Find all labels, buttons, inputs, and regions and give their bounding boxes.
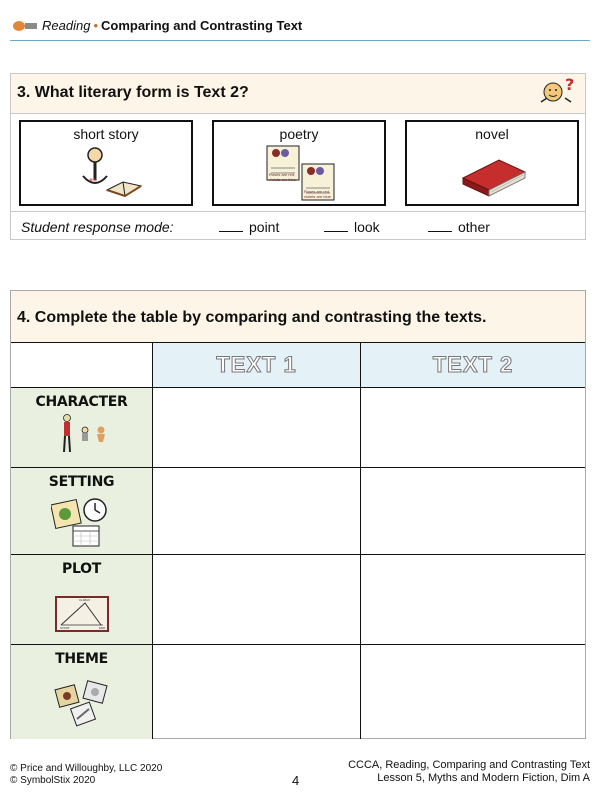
row-label: PLOT bbox=[62, 561, 101, 577]
header-separator: • bbox=[93, 18, 98, 33]
response-blank[interactable] bbox=[428, 219, 452, 232]
option-label: short story bbox=[73, 126, 139, 142]
column-header-text-2: TEXT 2 bbox=[361, 343, 585, 388]
character-text-2-cell[interactable] bbox=[361, 388, 585, 468]
plot-label-start: START bbox=[60, 626, 70, 630]
red-book-icon bbox=[459, 150, 529, 200]
header-subject: Reading bbox=[42, 18, 91, 33]
option-label: novel bbox=[475, 126, 509, 142]
question-4-panel bbox=[10, 290, 586, 739]
response-mode-label: Student response mode: bbox=[21, 219, 174, 235]
response-blank[interactable] bbox=[324, 219, 348, 232]
row-header-plot bbox=[11, 555, 153, 645]
row-header-theme bbox=[11, 645, 153, 739]
characters-icon bbox=[57, 414, 111, 456]
plot-text-2-cell[interactable] bbox=[361, 555, 585, 645]
header-divider bbox=[10, 40, 590, 41]
symbolstix-logo-icon bbox=[12, 20, 38, 32]
page-number: 4 bbox=[292, 773, 300, 788]
theme-cards-icon bbox=[53, 679, 111, 729]
question-3-header bbox=[11, 74, 585, 114]
svg-text:**: ** bbox=[89, 177, 97, 186]
response-look[interactable] bbox=[324, 219, 380, 235]
row-label: SETTING bbox=[48, 474, 115, 490]
header-title bbox=[42, 18, 302, 33]
footer-lesson-line: Lesson 5, Myths and Modern Fiction, Dim A bbox=[377, 772, 590, 784]
option-short-story[interactable] bbox=[19, 120, 193, 206]
table-corner-cell bbox=[11, 343, 153, 388]
poem-card-text: Roses are red, violets are blue bbox=[269, 172, 296, 182]
question-3-panel bbox=[10, 73, 586, 240]
response-point[interactable] bbox=[219, 219, 279, 235]
header-lesson-title: Comparing and Contrasting Text bbox=[101, 18, 303, 33]
setting-text-1-cell[interactable] bbox=[153, 468, 361, 555]
footer-course-line: CCCA, Reading, Comparing and Contrasting Text bbox=[348, 759, 590, 771]
copyright-price-willoughby: © Price and Willoughby, LLC 2020 bbox=[10, 763, 163, 774]
row-header-setting bbox=[11, 468, 153, 555]
option-novel[interactable] bbox=[405, 120, 579, 206]
response-other[interactable] bbox=[428, 219, 490, 235]
plot-label-end: END bbox=[99, 626, 106, 630]
theme-text-1-cell[interactable] bbox=[153, 645, 361, 739]
person-reading-icon bbox=[73, 146, 143, 202]
question-4-header bbox=[11, 291, 585, 343]
response-blank[interactable] bbox=[219, 219, 243, 232]
map-clock-calendar-icon bbox=[51, 496, 113, 548]
row-label: THEME bbox=[55, 651, 108, 667]
row-header-character bbox=[11, 388, 153, 468]
question-3-title: 3. What literary form is Text 2? bbox=[17, 84, 249, 101]
question-4-title: 4. Complete the table by comparing and contrasting the texts. bbox=[17, 309, 487, 326]
response-point-label: point bbox=[249, 219, 280, 235]
svg-text:?: ? bbox=[565, 76, 575, 94]
setting-text-2-cell[interactable] bbox=[361, 468, 585, 555]
character-text-1-cell[interactable] bbox=[153, 388, 361, 468]
option-poetry[interactable] bbox=[212, 120, 386, 206]
response-look-label: look bbox=[354, 219, 380, 235]
footer-copyright bbox=[10, 763, 162, 787]
page-header bbox=[10, 14, 590, 38]
plot-label-climax: CLIMAX bbox=[79, 598, 91, 602]
row-label: CHARACTER bbox=[35, 394, 128, 410]
poem-card-text: Roses are red, violets are blue bbox=[304, 189, 331, 199]
plot-text-1-cell[interactable] bbox=[153, 555, 361, 645]
thinking-person-question-icon bbox=[535, 76, 579, 112]
footer-lesson-info bbox=[348, 759, 590, 785]
column-header-text-1: TEXT 1 bbox=[153, 343, 361, 388]
response-other-label: other bbox=[458, 219, 490, 235]
student-response-row bbox=[11, 211, 585, 241]
option-label: poetry bbox=[279, 126, 319, 142]
copyright-symbolstix: © SymbolStix 2020 bbox=[10, 775, 96, 786]
theme-text-2-cell[interactable] bbox=[361, 645, 585, 739]
